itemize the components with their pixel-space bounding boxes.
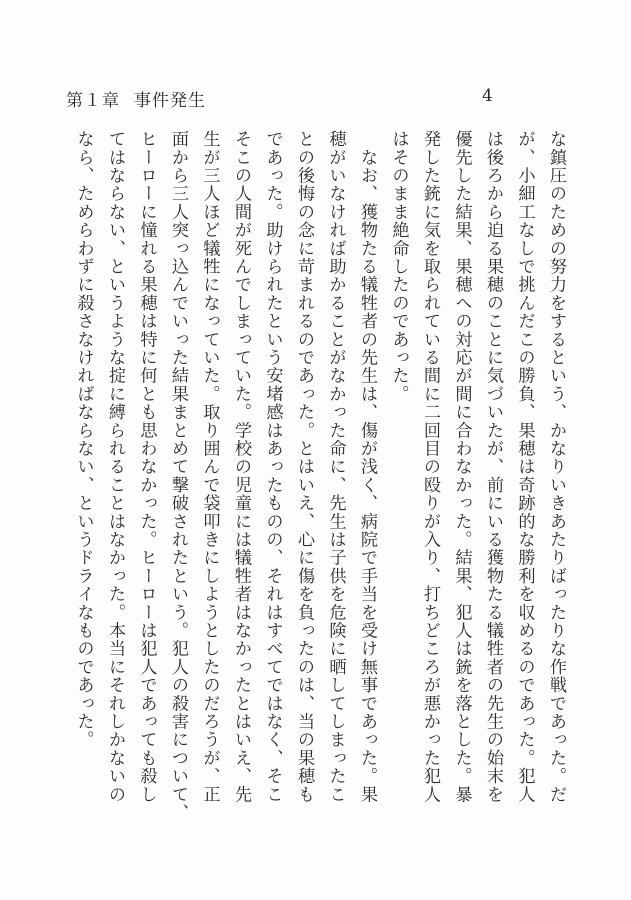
text-line: との後悔の念に苛まれるのであった。とはいえ、心に傷を負ったのは、当の果穂も — [294, 130, 314, 804]
chapter-title: 事件発生 — [134, 91, 206, 111]
text-line: 発した銃に気を取られている間に二回目の殴りが入り、打ちどころが悪かった犯人 — [420, 130, 440, 804]
text-line: 優先した結果、果穂への対応が間に合わなかった。結果、犯人は銃を落とした。暴 — [451, 130, 472, 804]
text-line: ヒーローに憧れる果穂は特に何とも思わなかった。ヒーローは犯人であっても殺し — [136, 130, 157, 804]
text-line: はそのまま絶命したのであった。 — [388, 130, 409, 403]
chapter-label: 第１章 — [66, 91, 120, 111]
text-line: なら、ためらわずに殺さなければならない、というドライなものであった。 — [73, 130, 94, 749]
text-line: なお、獲物たる犠牲者の先生は、傷が浅く、病院で手当を受け無事であった。果 — [357, 130, 377, 804]
text-line: は後ろから迫る果穂のことに気づいたが、前にいる獲物たる犠牲者の先生の始末を — [483, 130, 503, 804]
text-line: 生が三人ほど犠牲になっていた。取り囲んで袋叩きにしようとしたのだろうが、正 — [199, 130, 220, 804]
text-line: てはならない、というような掟に縛られることはなかった。本当にそれしかないの — [105, 130, 125, 804]
text-line: であった。助けられたという安堵感はあったものの、それはすべてではなく、そこ — [262, 130, 283, 804]
page-number: 4 — [482, 86, 493, 106]
text-line: 面から三人突っ込んでいった結果まとめて撃破されたという。犯人の殺害について、 — [168, 130, 188, 822]
text-line: 穂がいなければ助かることがなかった命に、先生は子供を危険に晒してしまったこ — [325, 130, 346, 804]
chapter-heading — [66, 86, 206, 111]
text-line: が、小細工なしで挑んだこの勝負、果穂は奇跡的な勝利を収めるのであった。犯人 — [514, 130, 535, 804]
body-text — [67, 130, 571, 822]
text-line: な鎮圧のための努力をするという、かなりいきあたりばったりな作戦であった。だ — [546, 130, 566, 804]
text-line: そこの人間が死んでしまっていた。学校の児童には犠牲者はなかったとはいえ、先 — [231, 130, 251, 804]
